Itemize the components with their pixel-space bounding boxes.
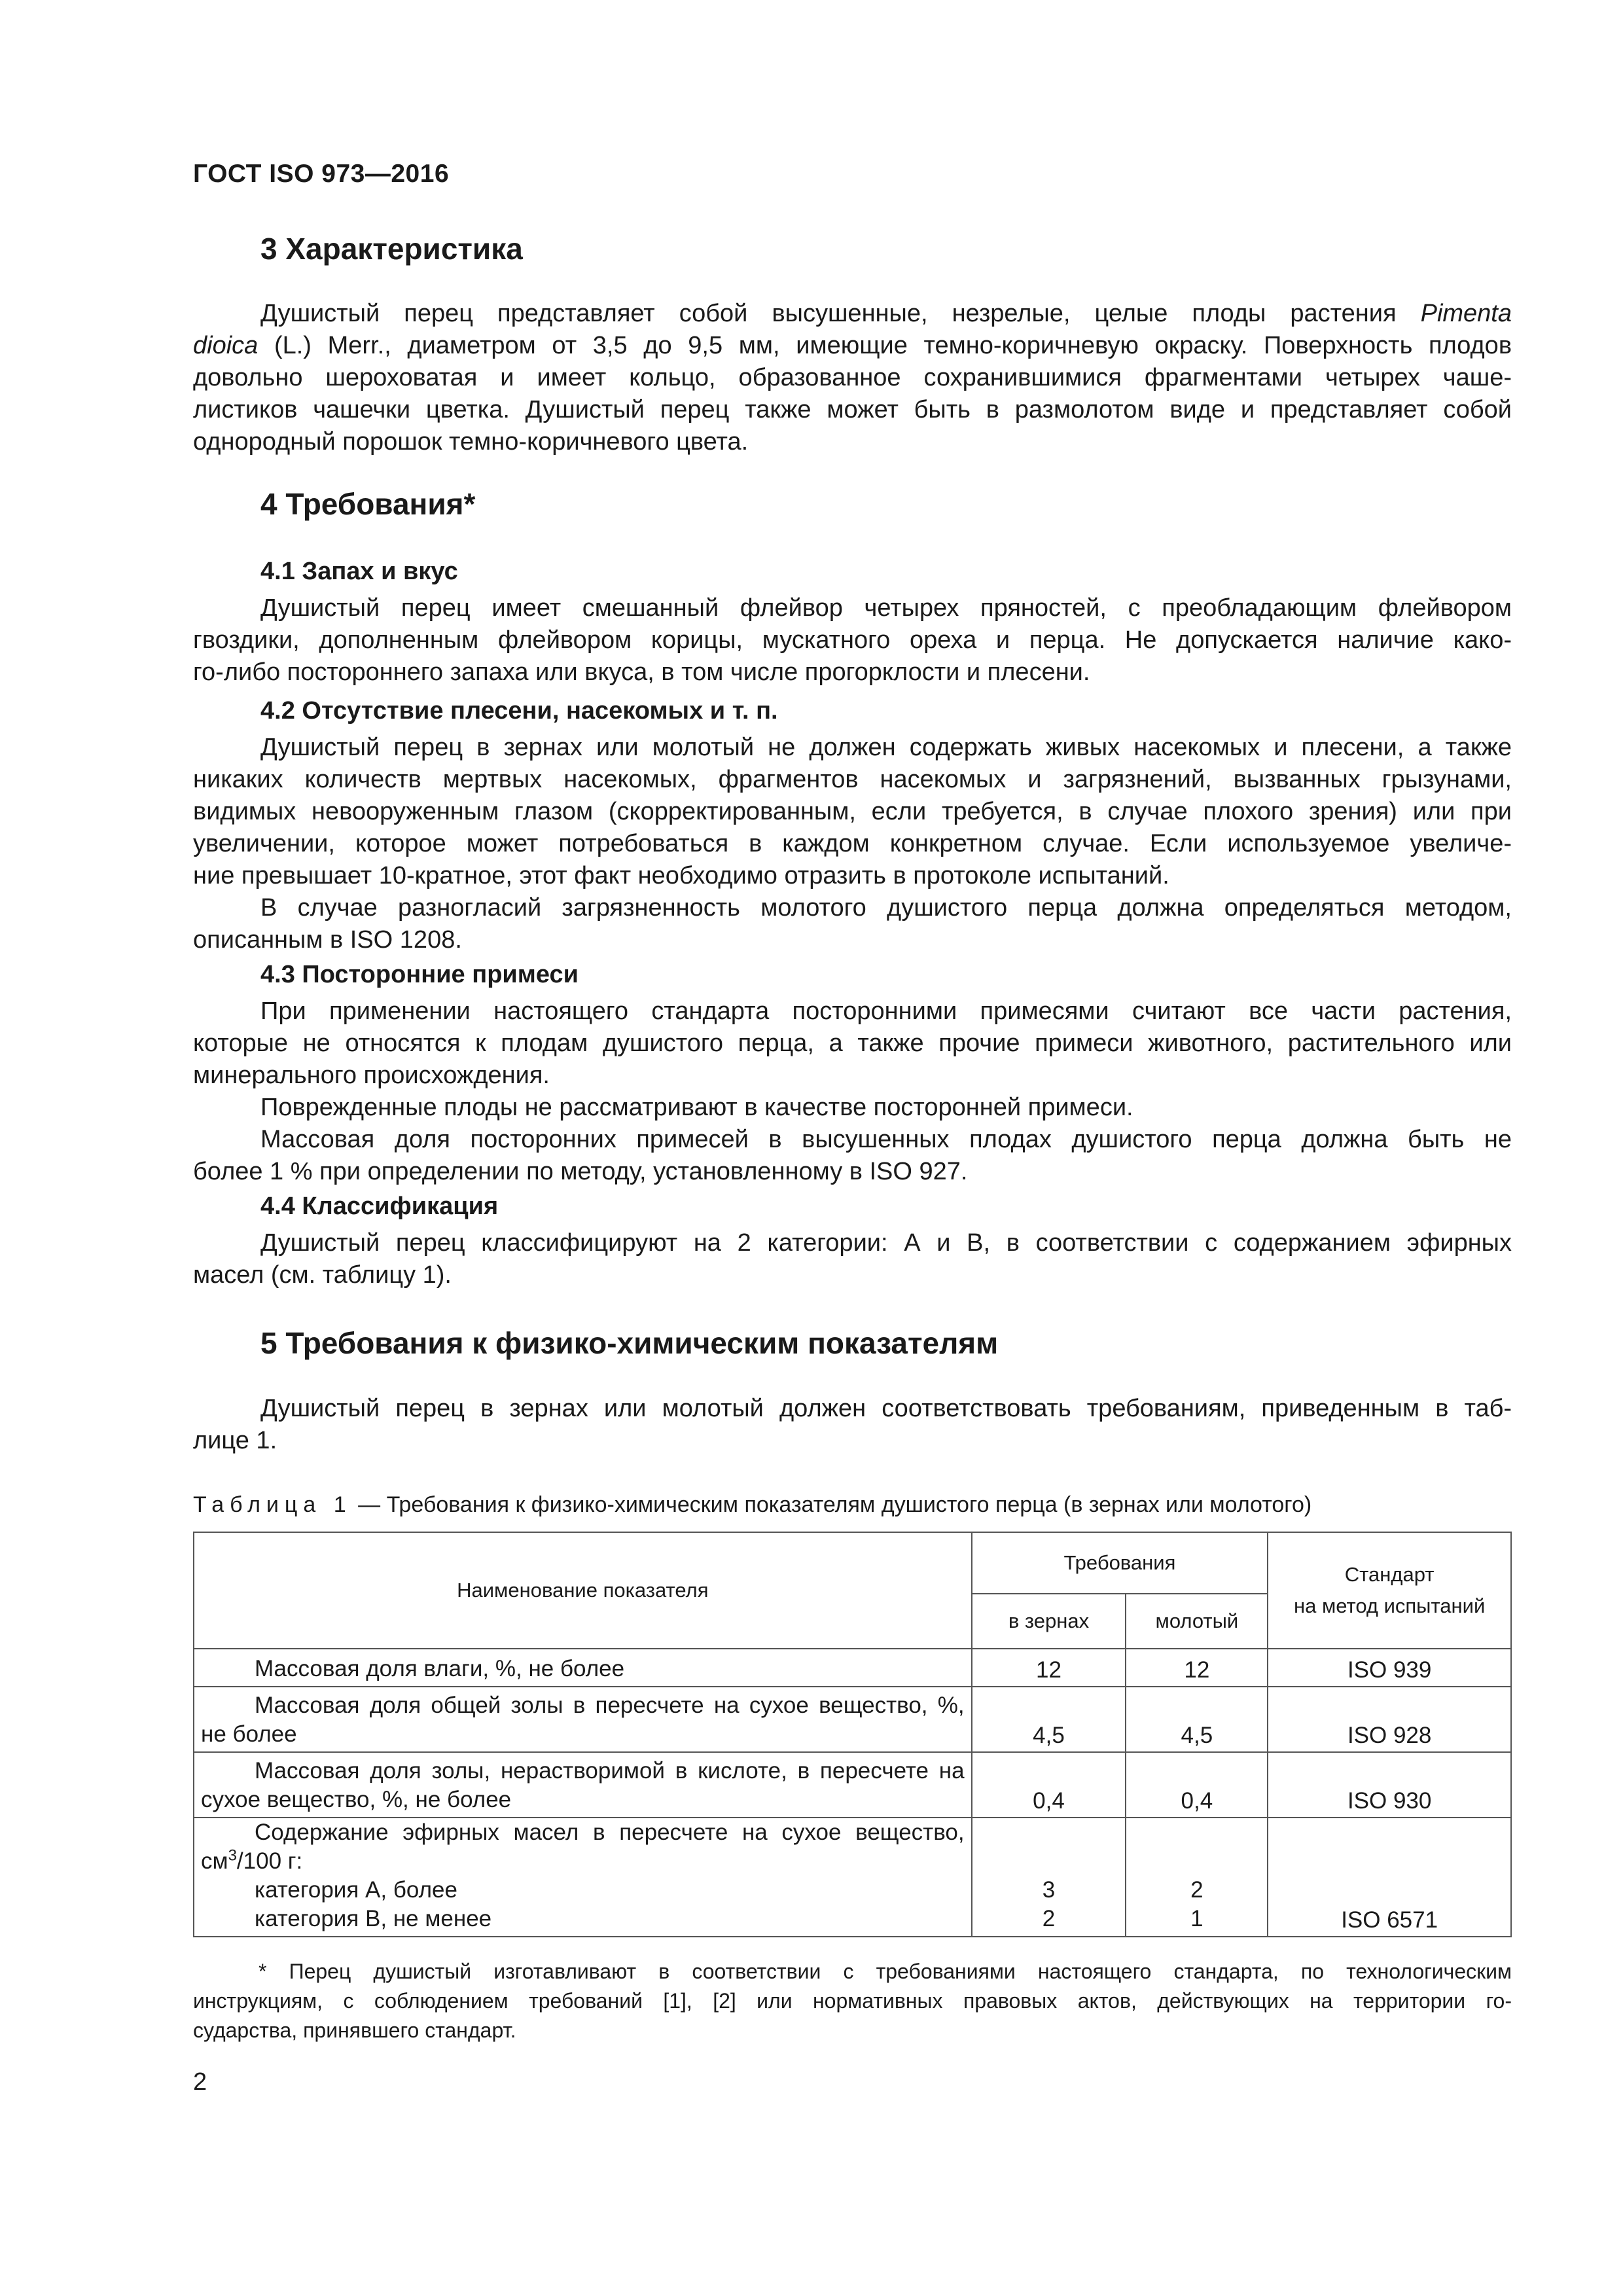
section-5-paragraph bbox=[193, 1393, 1512, 1457]
table-caption bbox=[193, 1490, 1311, 1519]
section-4-4-heading: 4.4 Классификация bbox=[260, 1193, 499, 1220]
paragraph-line: довольно шероховатая и имеет кольцо, образованное сохранившимися фрагментами четырех чаше- bbox=[193, 364, 1512, 391]
section-3-heading: 3 Характеристика bbox=[260, 232, 523, 266]
footnote-divider bbox=[193, 1936, 344, 1937]
paragraph-line: При применении настоящего стандарта посторонними примесями считают все части растения, bbox=[260, 997, 1512, 1025]
paragraph-line: описанным в ISO 1208. bbox=[193, 926, 462, 954]
table-row bbox=[194, 1752, 1511, 1818]
paragraph-line: гвоздики, дополненным флейвором корицы, мускатного ореха и перца. Не допускается наличие како- bbox=[193, 626, 1512, 654]
section-4-4-paragraph bbox=[193, 1227, 1512, 1291]
paragraph-line: масел (см. таблицу 1). bbox=[193, 1261, 452, 1289]
row-value-ground: 4,5 bbox=[1126, 1687, 1268, 1752]
table-row bbox=[194, 1687, 1511, 1752]
column-header-requirements: Требования bbox=[972, 1532, 1268, 1594]
row-value-whole: 4,5 bbox=[972, 1687, 1126, 1752]
section-4-1-heading: 4.1 Запах и вкус bbox=[260, 558, 458, 585]
column-header-name: Наименование показателя bbox=[194, 1532, 972, 1649]
row-value-whole: 12 bbox=[972, 1649, 1126, 1687]
paragraph-line: Душистый перец представляет собой высушенные, незрелые, целые плоды растения Pimenta bbox=[260, 300, 1512, 327]
paragraph-line: увеличении, которое может потребоваться в каждом конкретном случае. Если используемое увеличе- bbox=[193, 830, 1512, 857]
row-name: Массовая доля влаги, %, не более bbox=[194, 1649, 972, 1687]
paragraph-line: видимых невооруженным глазом (скорректированным, если требуется, в случае плохого зрения) или при bbox=[193, 798, 1512, 825]
requirements-table bbox=[193, 1532, 1512, 1937]
footnote-line: сударства, принявшего стандарт. bbox=[193, 2018, 516, 2042]
table-caption-label: Таблица 1 bbox=[193, 1492, 352, 1517]
table-row bbox=[194, 1818, 1511, 1937]
paragraph-line: более 1 % при определении по методу, установленному в ISO 927. bbox=[193, 1158, 968, 1185]
paragraph-line: Массовая доля посторонних примесей в высушенных плодах душистого перца должна быть не bbox=[260, 1126, 1512, 1153]
row-standard: ISO 928 bbox=[1268, 1687, 1511, 1752]
paragraph-line: Душистый перец классифицируют на 2 категории: А и В, в соответствии с содержанием эфирных bbox=[260, 1229, 1512, 1257]
section-4-1-paragraph bbox=[193, 592, 1512, 689]
row-value-whole: 0,4 bbox=[972, 1752, 1126, 1818]
row-value-ground: 0,4 bbox=[1126, 1752, 1268, 1818]
table-caption-text: — Требования к физико-химическим показателям душистого перца (в зернах или молотого) bbox=[351, 1492, 1312, 1517]
paragraph-line: В случае разногласий загрязненность молотого душистого перца должна определяться методом, bbox=[260, 894, 1512, 922]
section-4-2-heading: 4.2 Отсутствие плесени, насекомых и т. п. bbox=[260, 697, 778, 725]
row-value-whole: 3 2 bbox=[972, 1818, 1126, 1937]
row-standard: ISO 930 bbox=[1268, 1752, 1511, 1818]
paragraph-line: лице 1. bbox=[193, 1427, 277, 1454]
paragraph-line: ние превышает 10-кратное, этот факт необходимо отразить в протоколе испытаний. bbox=[193, 862, 1169, 889]
section-3-paragraph bbox=[193, 298, 1512, 458]
row-value-ground: 12 bbox=[1126, 1649, 1268, 1687]
section-5-heading: 5 Требования к физико-химическим показателям bbox=[260, 1326, 999, 1360]
paragraph-line: листиков чашечки цветка. Душистый перец также может быть в размолотом виде и представляет собой bbox=[193, 396, 1512, 423]
footnote-line: * Перец душистый изготавливают в соответствии с требованиями настоящего стандарта, по технологическим bbox=[259, 1960, 1512, 1983]
paragraph-line: никаких количеств мертвых насекомых, фрагментов насекомых и загрязнений, вызванных грызунами, bbox=[193, 766, 1512, 793]
paragraph-line: Душистый перец имеет смешанный флейвор четырех пряностей, с преобладающим флейвором bbox=[260, 594, 1512, 622]
paragraph-line: го-либо постороннего запаха или вкуса, в том числе прогорклости и плесени. bbox=[193, 658, 1090, 686]
row-name: Массовая доля золы, нерастворимой в кислоте, в пересчете на сухое вещество, %, не более bbox=[194, 1752, 972, 1818]
row-value-ground: 2 1 bbox=[1126, 1818, 1268, 1937]
paragraph-line: однородный порошок темно-коричневого цвета. bbox=[193, 428, 749, 456]
table-row bbox=[194, 1649, 1511, 1687]
paragraph-line: Душистый перец в зернах или молотый не должен содержать живых насекомых и плесени, а также bbox=[260, 734, 1512, 761]
section-4-3-paragraph bbox=[193, 996, 1512, 1188]
footnote-line: инструкциям, с соблюдением требований [1], [2] или нормативных правовых актов, действующих на территории го- bbox=[193, 1989, 1512, 2013]
row-name: Содержание эфирных масел в пересчете на сухое вещество, $см^3/100$ г: категория А, более категория В, не менее bbox=[194, 1818, 972, 1937]
document-code: ГОСТ ISO 973—2016 bbox=[193, 160, 450, 188]
column-header-standard: Стандарт на метод испытаний bbox=[1268, 1532, 1511, 1649]
paragraph-line: Душистый перец в зернах или молотый должен соответствовать требованиям, приведенным в таб- bbox=[260, 1395, 1512, 1422]
column-header-ground: молотый bbox=[1126, 1594, 1268, 1649]
paragraph-line: dioica (L.) Merr., диаметром от 3,5 до 9,5 мм, имеющие темно-коричневую окраску. Поверхность плодов bbox=[193, 332, 1512, 359]
footnote bbox=[193, 1957, 1512, 2045]
section-4-2-paragraph bbox=[193, 732, 1512, 956]
column-header-whole: в зернах bbox=[972, 1594, 1126, 1649]
row-name: Массовая доля общей золы в пересчете на сухое вещество, %, не более bbox=[194, 1687, 972, 1752]
row-standard: ISO 6571 bbox=[1268, 1818, 1511, 1937]
section-4-3-heading: 4.3 Посторонние примеси bbox=[260, 961, 579, 988]
paragraph-line: которые не относятся к плодам душистого перца, а также прочие примеси животного, растительного или bbox=[193, 1030, 1512, 1057]
page-number: 2 bbox=[193, 2068, 207, 2096]
section-4-heading: 4 Требования* bbox=[260, 487, 476, 521]
row-standard: ISO 939 bbox=[1268, 1649, 1511, 1687]
paragraph-line: Поврежденные плоды не рассматривают в качестве посторонней примеси. bbox=[260, 1094, 1133, 1121]
paragraph-line: минерального происхождения. bbox=[193, 1062, 550, 1089]
